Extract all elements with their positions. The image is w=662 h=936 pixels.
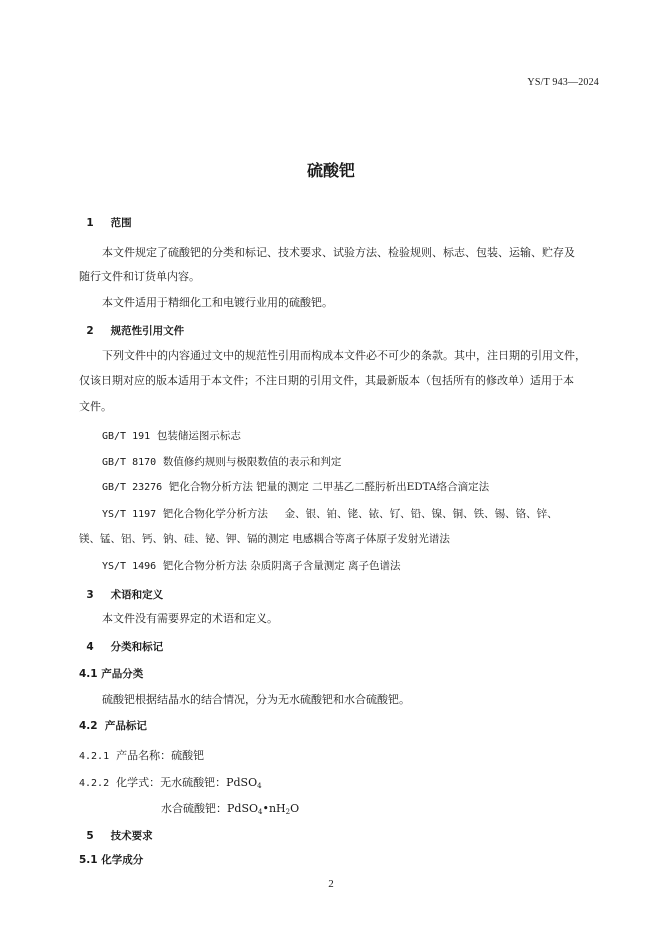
section-number: 3 bbox=[86, 589, 94, 601]
clause-4-2-1 bbox=[79, 745, 599, 768]
section-2-para-line-3: 文件。 bbox=[79, 400, 112, 413]
reference-title: 钯化合物化学分析方法 bbox=[162, 508, 268, 520]
reference-code: YS/T 1496 bbox=[102, 561, 157, 572]
formula-anhydrous: PdSO$_4$ bbox=[226, 776, 262, 790]
reference-title: 钯化合物分析方法 钯量的测定 二甲基乙二醛肟析出EDTA络合滴定法 bbox=[168, 481, 490, 493]
section-3-para: 本文件没有需要界定的术语和定义。 bbox=[102, 612, 278, 625]
subsection-number: 4.1 bbox=[79, 668, 98, 680]
section-title: 分类和标记 bbox=[110, 641, 164, 653]
reference-item bbox=[79, 503, 622, 526]
reference-item bbox=[79, 451, 622, 474]
subsection-number: 4.2 bbox=[79, 720, 98, 732]
section-title: 技术要求 bbox=[110, 830, 153, 842]
clause-number: 4.2.1 bbox=[79, 751, 110, 762]
reference-item-continued: 镁、锰、铝、钙、钠、硅、铋、钾、镉的测定 电感耦合等离子体原子发射光谱法 bbox=[79, 533, 450, 545]
section-number: 2 bbox=[86, 325, 94, 337]
subsection-title: 化学成分 bbox=[101, 854, 144, 866]
reference-item bbox=[79, 476, 622, 499]
section-3-heading bbox=[79, 584, 599, 606]
reference-code: GB/T 191 bbox=[102, 431, 151, 442]
subsection-4-1-para: 硫酸钯根据结晶水的结合情况，分为无水硫酸钯和水合硫酸钯。 bbox=[102, 693, 410, 706]
section-4-heading bbox=[79, 636, 599, 658]
standard-code: YS/T 943—2024 bbox=[527, 77, 599, 88]
section-number: 1 bbox=[86, 217, 94, 229]
subsection-title: 产品分类 bbox=[101, 668, 144, 680]
clause-label: 化学式：无水硫酸钯： bbox=[116, 776, 227, 789]
clause-4-2-2 bbox=[79, 772, 599, 797]
reference-item bbox=[79, 555, 622, 578]
section-2-para-line-1: 下列文件中的内容通过文中的规范性引用而构成本文件必不可少的条款。其中，注日期的引用文件， bbox=[102, 349, 586, 362]
section-1-para-1-line-2: 随行文件和订货单内容。 bbox=[79, 270, 200, 283]
section-number: 5 bbox=[86, 830, 94, 842]
subsection-title: 产品标记 bbox=[104, 720, 147, 732]
clause-text: 产品名称：硫酸钯 bbox=[116, 749, 205, 762]
subsection-4-2-heading bbox=[79, 715, 599, 737]
section-number: 4 bbox=[86, 641, 94, 653]
section-title: 范围 bbox=[110, 217, 132, 229]
clause-4-2-2-hydrate bbox=[79, 798, 662, 823]
section-title: 规范性引用文件 bbox=[110, 325, 185, 337]
section-1-para-2: 本文件适用于精细化工和电镀行业用的硫酸钯。 bbox=[102, 296, 333, 309]
reference-code: GB/T 23276 bbox=[102, 482, 163, 493]
reference-code: GB/T 8170 bbox=[102, 457, 157, 468]
reference-title-continued: 金、银、铂、铑、铱、钌、铅、镍、铜、铁、锡、铬、锌、 bbox=[284, 508, 558, 520]
section-2-heading bbox=[79, 320, 599, 342]
section-1-para-1-line-1: 本文件规定了硫酸钯的分类和标记、技术要求、试验方法、检验规则、标志、包装、运输、贮存及 bbox=[102, 246, 575, 259]
reference-code: YS/T 1197 bbox=[102, 509, 157, 520]
subsection-5-1-heading bbox=[79, 849, 599, 871]
reference-title: 钯化合物分析方法 杂质阴离子含量测定 离子色谱法 bbox=[162, 560, 401, 572]
page-number: 2 bbox=[328, 878, 334, 890]
reference-title: 数值修约规则与极限数值的表示和判定 bbox=[162, 456, 342, 468]
section-2-para-line-2: 仅该日期对应的版本适用于本文件；不注日期的引用文件，其最新版本（包括所有的修改单）适用于本 bbox=[79, 374, 574, 387]
section-5-heading bbox=[79, 825, 599, 847]
subsection-number: 5.1 bbox=[79, 854, 98, 866]
reference-title: 包装储运图示标志 bbox=[156, 430, 241, 442]
reference-item bbox=[79, 425, 622, 448]
subsection-4-1-heading bbox=[79, 663, 599, 685]
formula-hydrate: $PdSO_4•nH_2O$ bbox=[227, 802, 300, 816]
clause-number: 4.2.2 bbox=[79, 778, 110, 789]
section-1-heading bbox=[79, 212, 599, 234]
clause-label: 水合硫酸钯： bbox=[161, 802, 227, 815]
document-title: 硫酸钯 bbox=[306, 161, 355, 180]
section-title: 术语和定义 bbox=[110, 589, 164, 601]
